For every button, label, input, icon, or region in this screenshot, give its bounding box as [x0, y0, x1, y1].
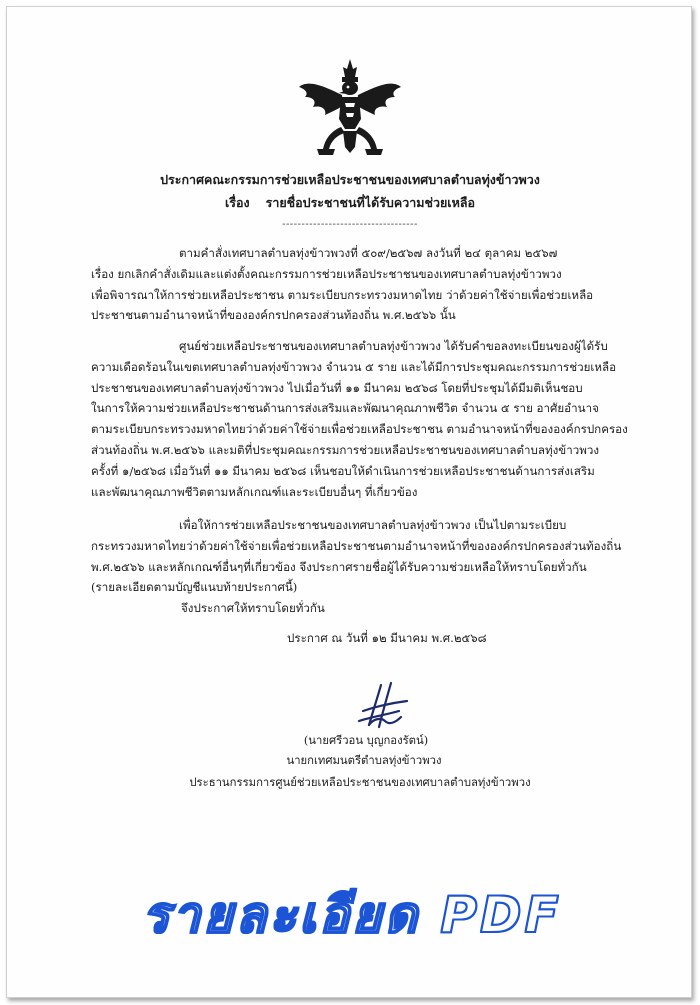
signature-mark — [351, 681, 421, 733]
paragraph-3 — [91, 515, 639, 598]
paragraph-line: ตามคำสั่งเทศบาลตำบลทุ่งข้าวพวงที่ ๕๐๙/๒๕๖๗ ลงวันที่ ๒๔ ตุลาคม ๒๕๖๗ — [179, 246, 558, 260]
document-page — [6, 6, 692, 998]
announcement-date: ประกาศ ณ วันที่ ๑๒ มีนาคม พ.ศ.๒๕๖๘ — [287, 631, 487, 645]
paragraph-line: ความเดือดร้อนในเขตเทศบาลตำบลทุ่งข้าวพวง จำนวน ๕ ราย และได้มีการประชุมคณะกรรมการช่วยเหลือ — [91, 359, 617, 374]
subject-label: เรื่อง — [225, 195, 250, 210]
paragraph-line: ประชาชนของเทศบาลตำบลทุ่งข้าวพวง ไปเมื่อวันที่ ๑๑ มีนาคม ๒๕๖๘ โดยที่ประชุมได้มีมติเห็นชอบ — [91, 380, 583, 395]
paragraph-1 — [91, 243, 639, 326]
signatory-role: ประธานกรรมการศูนย์ช่วยเหลือประชาชนของเทศบาลตำบลทุ่งข้าวพวง — [189, 776, 531, 789]
garuda-emblem — [295, 57, 405, 161]
paragraph-line: ในการให้ความช่วยเหลือประชาชนด้านการส่งเสริมและพัฒนาคุณภาพชีวิต จำนวน ๕ ราย อาศัยอำนาจ — [91, 401, 599, 416]
announcement-subject — [7, 193, 693, 213]
paragraph-line: ครั้งที่ ๑/๒๕๖๘ เมื่อวันที่ ๑๑ มีนาคม ๒๕๖๘ เห็นชอบให้ดำเนินการช่วยเหลือประชาชนด้านการส่งเสริม — [91, 463, 595, 478]
paragraph-line: เรื่อง ยกเลิกคำสั่งเดิมและแต่งตั้งคณะกรรมการช่วยเหลือประชาชนของเทศบาลตำบลทุ่งข้าวพวง — [91, 266, 562, 281]
paragraph-line: (รายละเอียดตามบัญชีแนบท้ายประกาศนี้) — [91, 580, 298, 595]
subject-text: รายชื่อประชาชนที่ได้รับความช่วยเหลือ — [265, 195, 475, 210]
paragraph-line: ตามระเบียบกระทรวงมหาดไทยว่าด้วยค่าใช้จ่ายเพื่อช่วยเหลือประชาชน ตามอำนาจหน้าที่ขององค์กรปกครอง — [91, 422, 628, 437]
signatory-position: นายกเทศมนตรีตำบลทุ่งข้าวพวง — [286, 754, 442, 767]
pdf-details-link[interactable]: รายละเอียด PDF — [142, 886, 562, 944]
paragraph-line: กระทรวงมหาดไทยว่าด้วยค่าใช้จ่ายเพื่อช่วยเหลือประชาชนตามอำนาจหน้าที่ขององค์กรปกครองส่วนท้องถิ่น — [91, 538, 622, 553]
divider-line: ----------------------------------- — [282, 219, 418, 230]
paragraph-line: พ.ศ.๒๕๖๖ และหลักเกณฑ์อื่นๆที่เกี่ยวข้อง จึงประกาศรายชื่อผู้ได้รับความช่วยเหลือให้ทราบโดยทั่วกัน — [91, 559, 587, 574]
paragraph-line: ส่วนท้องถิ่น พ.ศ.๒๕๖๖ และมติที่ประชุมคณะกรรมการช่วยเหลือประชาชนของเทศบาลตำบลทุ่งข้าวพวง — [91, 442, 600, 457]
paragraph-line: ศูนย์ช่วยเหลือประชาชนของเทศบาลตำบลทุ่งข้าวพวง ได้รับคำขอลงทะเบียนของผู้ได้รับ — [179, 339, 608, 353]
closing-statement: จึงประกาศให้ทราบโดยทั่วกัน — [181, 601, 325, 615]
paragraph-line: เพื่อให้การช่วยเหลือประชาชนของเทศบาลตำบลทุ่งข้าวพวง เป็นไปตามระเบียบ — [179, 518, 567, 532]
paragraph-line: เพื่อพิจารณาให้การช่วยเหลือประชาชน ตามระเบียบกระทรวงมหาดไทย ว่าด้วยค่าใช้จ่ายเพื่อช่วยเหลือ — [91, 287, 594, 302]
paragraph-line: ประชาชนตามอำนาจหน้าที่ขององค์กรปกครองส่วนท้องถิ่น พ.ศ.๒๕๖๖ นั้น — [91, 308, 456, 323]
paragraph-line: และพัฒนาคุณภาพชีวิตตามหลักเกณฑ์และระเบียบอื่นๆ ที่เกี่ยวข้อง — [91, 484, 418, 499]
signatory-name: (นายศรีวอน บุญกองรัตน์) — [303, 734, 429, 747]
announcement-title: ประกาศคณะกรรมการช่วยเหลือประชาชนของเทศบาลตำบลทุ่งข้าวพวง — [160, 172, 540, 187]
paragraph-2 — [91, 336, 639, 502]
